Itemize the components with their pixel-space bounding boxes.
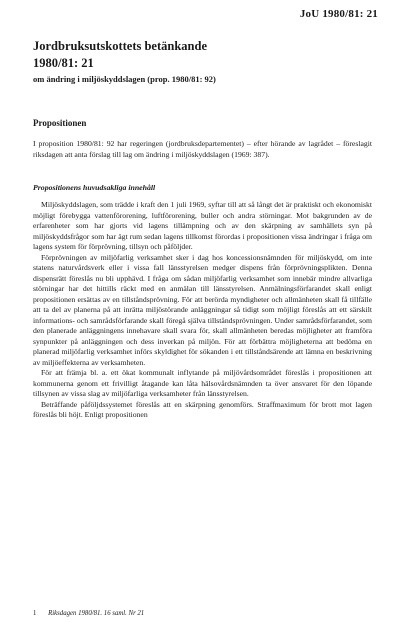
document-number: 1980/81: 21 [33,56,94,70]
footer-source: Riksdagen 1980/81. 16 saml. Nr 21 [48,610,145,617]
summary-paragraph: Miljöskyddslagen, som trädde i kraft den 1 juli 1969, syftar till att så långt det är praktiskt och ekonomiskt möjligt förebygga vattenförorening, luftförorening, buller och andra störningar. Mot bakgrunden av de erfarenheter som har gjorts vid lagens tillämpning och av den skärpning av samhällets syn på miljöskyddsfrågor som har ägt rum sedan lagens tillkomst förordas i propositionen vissa ändringar i fråga om lagens system för förprövning, tillsyn och påföljder. [33,200,372,251]
summary-paragraph: Beträffande påföljdssystemet föreslås att en skärpning genomförs. Straffmaximum för brott mot lagen föreslås bli höjt. Enligt propositionen [33,399,372,419]
section-heading-proposition: Propositionen [33,118,87,128]
proposition-paragraph: I proposition 1980/81: 92 har regeringen (jordbruksdepartementet) – efter hörande av lagrådet – föreslagit riksdagen att anta förslag till lag om ändring i miljöskyddslagen (1969: 387). [33,139,372,159]
page-number: 1 [33,610,37,617]
title-block [33,38,373,85]
section-heading-summary: Propositionens huvudsakliga innehåll [33,183,156,192]
document-reference: JoU 1980/81: 21 [299,8,378,20]
document-title: Jordbruksutskottets betänkande [33,39,207,53]
summary-paragraph: För att främja bl. a. ett ökat kommunalt inflytande på miljövårdsområdet föreslås i propositionen att kommunerna genom ett frivilligt åtagande kan låta hälsovårdsnämnden ta över ansvaret för den löpande tillsynen av vissa slag av miljöfarliga verksamheter från länsstyrelsen. [33,368,372,398]
summary-body [33,200,372,421]
summary-paragraph: Förprövningen av miljöfarlig verksamhet sker i dag hos koncessionsnämnden för miljöskydd, om inte statens naturvårdsverk eller i vissa fall länsstyrelsen medger dispens från förprövningsplikten. Denna dispensrätt föreslås nu bli upphävd. I fråga om sådan miljöfarlig verksamhet som innebär mindre allvarliga störningar har det hittills räckt med en anmälan till länsstyrelsen. Anmälningsförfarandet skall enligt propositionen ersättas av en tillståndsprövning. För att berörda myndigheter och allmänheten skall få tillfälle att ta del av planerna på att inrätta miljöstörande anläggningar så tidigt som möjligt föreslås att ett särskilt informations- och samrådsförfarande skall föregå själva tillståndsprövningen. Under samrådsförfarandet, som den planerade anläggningens innehavare skall svara för, skall allmänheten beredas möjligheter att framföra synpunkter på anläggningen och dess inverkan på miljön. För att förbättra möjligheterna att bedöma en planerad miljöfarlig verksamhet införs skyldighet för sökanden i ett tillståndsärende att lämna en beskrivning av miljöeffekterna av verksamheten. [33,252,372,367]
page-footer [33,609,144,618]
document-subtitle: om ändring i miljöskyddslagen (prop. 1980/81: 92) [33,74,216,84]
